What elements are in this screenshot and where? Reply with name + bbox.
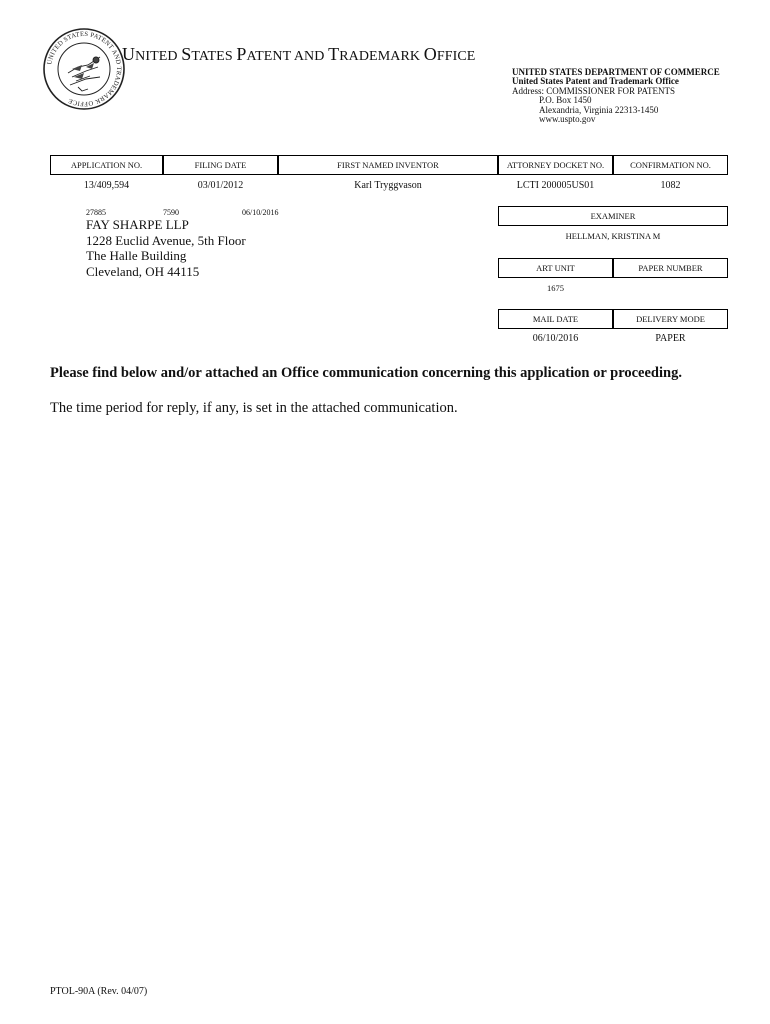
city-state: Alexandria, Virginia 22313-1450: [539, 104, 659, 115]
mail-date-header: MAIL DATE: [498, 309, 613, 329]
delivery-mode-value: PAPER: [655, 333, 686, 344]
correspondence-code: 7590: [163, 208, 179, 217]
examiner-header: EXAMINER: [498, 206, 728, 226]
confirmation-no-value: 1082: [660, 180, 681, 191]
firm-name: FAY SHARPE LLP: [86, 217, 189, 232]
department-address-block: [512, 68, 752, 124]
first-named-inventor-header: FIRST NAMED INVENTOR: [278, 155, 498, 175]
application-no-header: APPLICATION NO.: [50, 155, 163, 175]
building-name: The Halle Building: [86, 248, 187, 263]
website: www.uspto.gov: [539, 114, 596, 125]
svg-text:UNITED STATES PATENT AND TRADE: UNITED STATES PATENT AND TRADEMARK OFFICE: [46, 30, 123, 108]
confirmation-no-header: CONFIRMATION NO.: [613, 155, 728, 175]
attorney-docket-header: ATTORNEY DOCKET NO.: [498, 155, 613, 175]
filing-date-header: FILING DATE: [163, 155, 278, 175]
application-no-value: 13/409,594: [83, 180, 130, 191]
office-title: UNITED STATES PATENT AND TRADEMARK OFFICE: [122, 44, 476, 64]
examiner-name: HELLMAN, KRISTINA M: [565, 231, 661, 241]
office-communication-notice: Please find below and/or attached an Office communication concerning this application or proceeding.: [50, 365, 682, 381]
filing-date-value: 03/01/2012: [197, 180, 244, 191]
po-box: P.O. Box 1450: [539, 95, 592, 106]
customer-number: 27885: [86, 208, 106, 217]
correspondence-address: [86, 217, 246, 279]
street-address: 1228 Euclid Avenue, 5th Floor: [86, 232, 246, 248]
first-named-inventor-value: Karl Tryggvason: [354, 180, 422, 191]
form-identifier: PTOL-90A (Rev. 04/07): [50, 986, 148, 997]
department-name: UNITED STATES DEPARTMENT OF COMMERCE: [512, 67, 720, 77]
city-state-zip: Cleveland, OH 44115: [86, 263, 200, 279]
art-unit-header: ART UNIT: [498, 258, 613, 278]
attorney-docket-value: LCTI 200005US01: [516, 180, 595, 191]
address-line: Address: COMMISSIONER FOR PATENTS: [512, 85, 675, 96]
reply-period-text: The time period for reply, if any, is set in the attached communication.: [50, 400, 458, 416]
delivery-mode-header: DELIVERY MODE: [613, 309, 728, 329]
mail-date-value: 06/10/2016: [532, 333, 579, 344]
correspondence-date: 06/10/2016: [242, 208, 279, 217]
paper-number-header: PAPER NUMBER: [613, 258, 728, 278]
office-name: United States Patent and Trademark Office: [512, 76, 679, 87]
art-unit-value: 1675: [547, 283, 564, 293]
uspto-seal-logo: [42, 27, 126, 111]
